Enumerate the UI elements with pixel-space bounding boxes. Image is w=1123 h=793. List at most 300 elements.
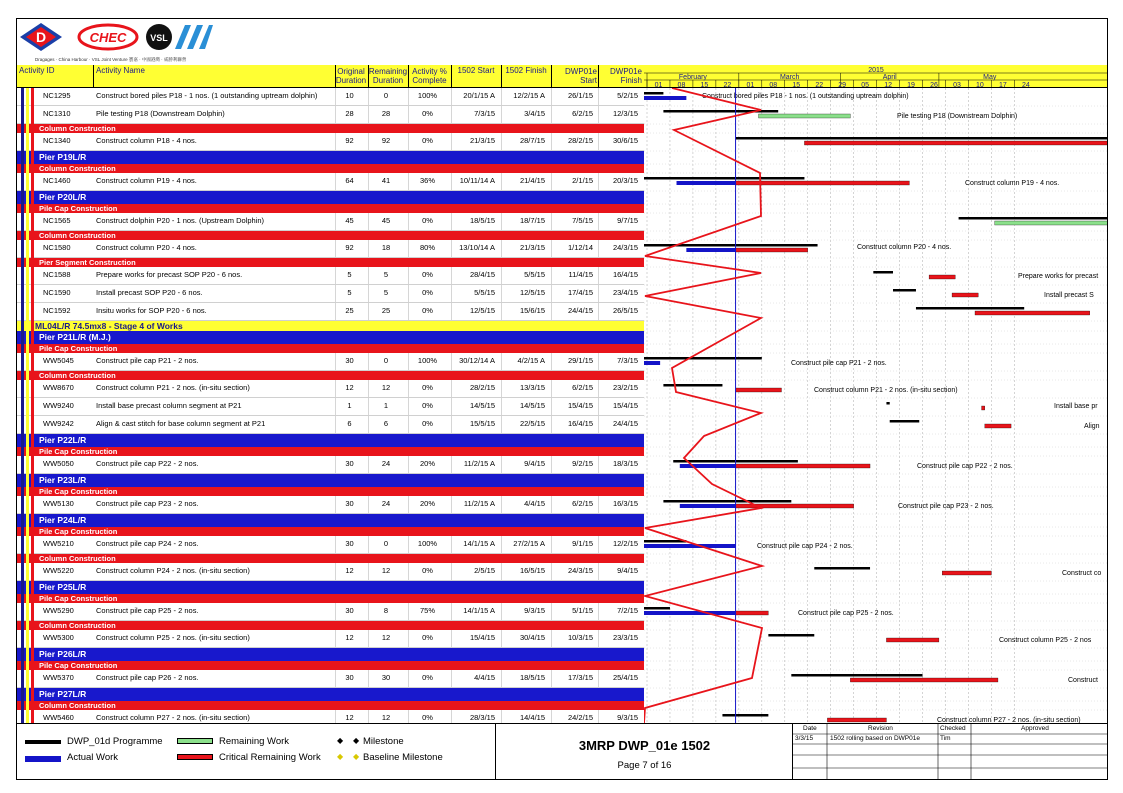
critical-remaining-bar — [736, 388, 782, 392]
dwp-finish: 12/2/15 — [612, 539, 638, 548]
dwp-finish: 9/7/15 — [617, 216, 638, 225]
finish-1502: 27/2/15 A — [513, 539, 545, 548]
percent-complete: 75% — [419, 606, 435, 615]
week-label: 22 — [815, 82, 824, 88]
group-label: Pier Segment Construction — [39, 258, 136, 267]
subgroup-band[interactable] — [17, 487, 644, 496]
activity-row[interactable] — [17, 456, 644, 474]
activity-id: WW5045 — [43, 356, 74, 365]
group-label: Column Construction — [39, 231, 116, 240]
programme-bar — [644, 244, 818, 247]
activity-id: WW9242 — [43, 419, 74, 428]
subgroup-band[interactable] — [17, 344, 644, 353]
col-orig-duration-1[interactable]: Original — [337, 67, 365, 76]
actual-work-bar — [644, 611, 736, 615]
programme-bar — [768, 634, 814, 637]
start-1502: 5/5/15 — [474, 288, 495, 297]
milestone-icon-2: ◆ — [353, 736, 360, 745]
week-label: 08 — [677, 82, 686, 88]
activity-row[interactable] — [17, 603, 644, 621]
activity-row[interactable] — [17, 240, 644, 258]
activity-row[interactable] — [17, 380, 644, 398]
pier-group-band[interactable] — [17, 688, 644, 701]
activity-row[interactable] — [17, 285, 644, 303]
activity-row[interactable] — [17, 563, 644, 581]
programme-bar — [663, 384, 722, 387]
rev-date: 3/3/15 — [795, 735, 814, 742]
subgroup-band[interactable] — [17, 204, 644, 213]
activity-name: Construct column P18 - 4 nos. — [96, 136, 197, 145]
remaining-duration: 45 — [381, 216, 391, 225]
remaining-duration: 25 — [381, 306, 391, 315]
week-label: 19 — [907, 82, 915, 88]
original-duration: 92 — [345, 136, 354, 145]
activity-id: WW5130 — [43, 499, 74, 508]
remaining-duration: 41 — [381, 176, 391, 185]
programme-bar — [893, 289, 916, 292]
activity-name: Construct pile cap P26 - 2 nos. — [96, 673, 199, 682]
original-duration: 6 — [347, 419, 352, 428]
dwp-start: 6/2/15 — [572, 499, 593, 508]
activity-row[interactable] — [17, 630, 644, 648]
dwp-start: 24/2/15 — [567, 713, 593, 722]
remaining-duration: 24 — [381, 459, 391, 468]
dwp-finish: 20/3/15 — [612, 176, 638, 185]
timescale-header — [644, 65, 1108, 88]
percent-complete: 100% — [417, 91, 438, 100]
gantt-chart — [644, 88, 1108, 723]
programme-bar — [814, 567, 870, 570]
dwp-start: 24/3/15 — [567, 566, 593, 575]
dragages-logo — [20, 23, 62, 51]
finish-1502: 16/5/15 — [519, 566, 545, 575]
bar-label: Prepare works for precast — [1018, 273, 1099, 280]
percent-complete: 20% — [419, 459, 435, 468]
start-1502: 28/2/15 — [469, 383, 495, 392]
dwp-finish: 23/2/15 — [612, 383, 638, 392]
dwp-start: 11/4/15 — [568, 270, 593, 279]
dwp-finish: 9/4/15 — [617, 566, 638, 575]
pier-group-band[interactable] — [17, 648, 644, 661]
group-label: Column Construction — [39, 124, 116, 133]
dwp-finish: 12/3/15 — [612, 109, 638, 118]
week-label: 22 — [723, 82, 732, 88]
vsl-logo — [145, 23, 213, 51]
legend-baseline-milestone-label: Baseline Milestone — [363, 752, 443, 763]
col-activity-name[interactable]: Activity Name — [96, 66, 145, 75]
dwp-finish: 26/5/15 — [612, 306, 638, 315]
original-duration: 10 — [345, 91, 354, 100]
rev-checked: Tim — [940, 735, 951, 742]
footer — [17, 723, 1108, 780]
remaining-duration: 18 — [381, 243, 391, 252]
stage-band[interactable] — [17, 321, 644, 331]
finish-1502: 9/4/15 — [524, 459, 545, 468]
percent-complete: 36% — [419, 176, 435, 185]
subgroup-band[interactable] — [17, 124, 644, 133]
original-duration: 25 — [345, 306, 354, 315]
col-pct-1[interactable]: Activity % — [412, 67, 447, 76]
activity-row[interactable] — [17, 88, 644, 106]
start-1502: 2/5/15 — [474, 566, 495, 575]
month-label: February — [678, 74, 707, 81]
month-label: March — [779, 74, 800, 81]
pier-group-band[interactable] — [17, 514, 644, 527]
col-dwp-start-1[interactable]: DWP01e — [564, 67, 597, 76]
activity-id: NC1588 — [43, 270, 71, 279]
col-dwp-finish-2: Finish — [620, 76, 642, 85]
subgroup-band[interactable] — [17, 661, 644, 670]
pier-group-band[interactable] — [17, 474, 644, 487]
finish-1502: 12/2/15 A — [513, 91, 545, 100]
week-label: 05 — [861, 82, 870, 88]
programme-bar — [644, 607, 670, 610]
activity-name: Construct pile cap P25 - 2 nos. — [96, 606, 199, 615]
remaining-duration: 12 — [381, 633, 391, 642]
start-1502: 28/4/15 — [469, 270, 495, 279]
start-1502: 12/5/15 — [469, 306, 495, 315]
col-pct-2: Complete — [412, 76, 447, 85]
subgroup-band[interactable] — [17, 231, 644, 240]
activity-row[interactable] — [17, 303, 644, 321]
group-label: Pile Cap Construction — [39, 447, 118, 456]
activity-id: NC1310 — [43, 109, 71, 118]
bar-label: Align — [1084, 423, 1100, 430]
rev-header-date: Date — [803, 725, 817, 732]
remaining-duration: 0 — [383, 539, 389, 548]
critical-remaining-bar — [850, 678, 998, 682]
percent-complete: 0% — [422, 109, 433, 118]
original-duration: 30 — [345, 459, 354, 468]
start-1502: 13/10/14 A — [459, 243, 495, 252]
outline-level-stripe — [26, 88, 29, 723]
actual-work-bar — [644, 96, 686, 100]
revision-table — [792, 724, 1108, 780]
percent-complete: 0% — [422, 288, 433, 297]
dwp-start: 2/1/15 — [572, 176, 593, 185]
percent-complete: 0% — [422, 633, 433, 642]
original-duration: 45 — [345, 216, 354, 225]
group-label: Pier P20L/R — [39, 192, 87, 202]
activity-name: Construct column P20 - 4 nos. — [96, 243, 197, 252]
activity-id: NC1565 — [43, 216, 71, 225]
start-1502: 15/5/15 — [469, 419, 495, 428]
dwp-finish: 16/4/15 — [612, 270, 638, 279]
week-label: 08 — [769, 82, 778, 88]
dwp-finish: 7/2/15 — [617, 606, 638, 615]
dwp-finish: 25/4/15 — [612, 673, 638, 682]
activity-name: Construct pile cap P23 - 2 nos. — [96, 499, 199, 508]
start-1502: 14/1/15 A — [463, 539, 495, 548]
month-label: May — [983, 74, 997, 81]
week-label: 01 — [654, 82, 663, 88]
legend-actual-swatch — [25, 756, 61, 762]
subgroup-band[interactable] — [17, 527, 644, 536]
bar-label: Construct pile cap P24 - 2 nos. — [757, 543, 853, 550]
original-duration: 5 — [347, 270, 352, 279]
dwp-start: 9/1/15 — [572, 539, 593, 548]
activity-row[interactable] — [17, 496, 644, 514]
activity-name: Pile testing P18 (Downstream Dolphin) — [96, 109, 225, 118]
activity-name: Align & cast stitch for base column segment at P21 — [96, 419, 266, 428]
percent-complete: 0% — [422, 713, 433, 722]
programme-bar — [736, 137, 1108, 140]
bar-label: Construct pile cap P25 - 2 nos. — [798, 610, 894, 617]
activity-name: Construct pile cap P21 - 2 nos. — [96, 356, 199, 365]
original-duration: 12 — [345, 713, 354, 722]
group-label: Pier P23L/R — [39, 475, 87, 485]
legend-remaining-swatch — [177, 738, 213, 744]
baseline-milestone-icon: ◆ — [337, 752, 344, 761]
original-duration: 30 — [345, 499, 354, 508]
chec-logo — [77, 23, 139, 51]
activity-id: NC1460 — [43, 176, 71, 185]
programme-bar — [873, 271, 893, 274]
original-duration: 30 — [345, 356, 354, 365]
percent-complete: 0% — [422, 566, 433, 575]
critical-remaining-bar — [942, 571, 991, 575]
finish-1502: 18/5/15 — [519, 673, 545, 682]
activity-row[interactable] — [17, 133, 644, 151]
activity-name: Construct pile cap P22 - 2 nos. — [96, 459, 199, 468]
group-label: Pile Cap Construction — [39, 527, 118, 536]
week-label: 10 — [976, 82, 984, 88]
original-duration: 30 — [345, 539, 354, 548]
legend-actual-label: Actual Work — [67, 752, 119, 763]
subgroup-band[interactable] — [17, 447, 644, 456]
week-label: 03 — [953, 82, 961, 88]
group-label: Pier P26L/R — [39, 649, 87, 659]
actual-work-bar — [677, 181, 736, 185]
group-label: Column Construction — [39, 164, 116, 173]
activity-id: WW5290 — [43, 606, 74, 615]
original-duration: 12 — [345, 566, 354, 575]
finish-1502: 22/5/15 — [519, 419, 545, 428]
legend-critical-label: Critical Remaining Work — [219, 752, 321, 763]
dwp-finish: 24/3/15 — [612, 243, 638, 252]
group-label: Pier P19L/R — [39, 152, 87, 162]
start-1502: 7/3/15 — [474, 109, 495, 118]
group-label: Pile Cap Construction — [39, 204, 118, 213]
week-label: 17 — [999, 82, 1007, 88]
activity-id: WW5210 — [43, 539, 74, 548]
bar-label: Construct pile cap P23 - 2 nos. — [898, 503, 994, 510]
col-rem-duration-1[interactable]: Remaining — [368, 67, 408, 76]
remaining-work-bar — [759, 114, 851, 118]
programme-bar — [644, 357, 762, 360]
col-1502-finish[interactable]: 1502 Finish — [505, 66, 547, 75]
activity-row[interactable] — [17, 353, 644, 371]
critical-remaining-bar — [886, 638, 938, 642]
activity-id: WW9240 — [43, 401, 74, 410]
remaining-duration: 28 — [381, 109, 391, 118]
finish-1502: 14/4/15 — [519, 713, 545, 722]
col-dwp-start-2: Start — [580, 76, 597, 85]
pier-group-band[interactable] — [17, 581, 644, 594]
start-1502: 14/1/15 A — [463, 606, 495, 615]
subgroup-band[interactable] — [17, 621, 644, 630]
original-duration: 92 — [345, 243, 354, 252]
col-activity-id[interactable]: Activity ID — [19, 66, 55, 75]
finish-1502: 3/4/15 — [524, 109, 545, 118]
original-duration: 5 — [347, 288, 352, 297]
percent-complete: 80% — [419, 243, 435, 252]
start-1502: 4/4/15 — [474, 673, 495, 682]
percent-complete: 0% — [422, 673, 433, 682]
bar-label: Pile testing P18 (Downstream Dolphin) — [897, 113, 1018, 120]
gantt-page — [16, 18, 1108, 780]
programme-bar — [791, 674, 922, 677]
activity-name: Construct column P25 - 2 nos. (in-situ section) — [96, 633, 250, 642]
remaining-duration: 0 — [383, 356, 389, 365]
subgroup-band[interactable] — [17, 258, 644, 267]
start-1502: 20/1/15 A — [463, 91, 495, 100]
legend-programme-label: DWP_01d Programme — [67, 736, 163, 747]
activity-id: WW8670 — [43, 383, 74, 392]
activity-row[interactable] — [17, 173, 644, 191]
activity-row[interactable] — [17, 710, 644, 723]
rev-header-approved: Approved — [1021, 725, 1049, 732]
finish-1502: 18/7/15 — [519, 216, 545, 225]
dwp-start: 1/12/14 — [567, 243, 593, 252]
remaining-duration: 12 — [381, 713, 391, 722]
activity-name: Construct bored piles P18 - 1 nos. (1 outstanding uptream dolphin) — [96, 91, 318, 100]
page-number: Page 7 of 16 — [617, 760, 672, 771]
critical-remaining-bar — [736, 611, 769, 615]
critical-remaining-bar — [804, 141, 1108, 145]
percent-complete: 0% — [422, 306, 433, 315]
subgroup-band[interactable] — [17, 371, 644, 380]
critical-remaining-bar — [736, 464, 870, 468]
dwp-finish: 23/4/15 — [612, 288, 638, 297]
dwp-start: 10/3/15 — [567, 633, 593, 642]
dwp-finish: 7/3/15 — [617, 356, 638, 365]
activity-row[interactable] — [17, 267, 644, 285]
activity-id: WW5220 — [43, 566, 74, 575]
week-label: 15 — [700, 82, 709, 88]
actual-work-bar — [686, 248, 735, 252]
col-1502-start[interactable]: 1502 Start — [457, 66, 495, 75]
svg-text:D: D — [35, 29, 47, 45]
remaining-duration: 1 — [383, 401, 389, 410]
original-duration: 12 — [345, 383, 354, 392]
subgroup-band[interactable] — [17, 594, 644, 603]
start-1502: 30/12/14 A — [459, 356, 495, 365]
activity-table — [17, 88, 644, 723]
activity-name: Construct column P24 - 2 nos. (in-situ section) — [96, 566, 250, 575]
activity-name: Construct column P27 - 2 nos. (in-situ section) — [96, 713, 250, 722]
remaining-duration: 0 — [383, 91, 389, 100]
critical-remaining-bar — [982, 406, 985, 410]
remaining-duration: 92 — [381, 136, 391, 145]
group-label: Pier P22L/R — [39, 435, 87, 445]
dwp-start: 17/3/15 — [567, 673, 593, 682]
dwp-start: 24/4/15 — [567, 306, 593, 315]
subgroup-band[interactable] — [17, 164, 644, 173]
legend-milestone-label: Milestone — [363, 736, 404, 747]
programme-bar — [644, 540, 686, 543]
actual-work-bar — [644, 361, 660, 365]
week-label: 29 — [838, 82, 847, 88]
pier-group-band[interactable] — [17, 151, 644, 164]
activity-id: WW5370 — [43, 673, 74, 682]
finish-1502: 15/6/15 — [519, 306, 545, 315]
activity-row[interactable] — [17, 670, 644, 688]
percent-complete: 0% — [422, 383, 433, 392]
start-1502: 11/2/15 A — [463, 499, 495, 508]
group-label: Column Construction — [39, 621, 116, 630]
col-dwp-finish-1[interactable]: DWP01e — [609, 67, 642, 76]
start-1502: 21/3/15 — [469, 136, 495, 145]
outline-level-stripe — [21, 88, 24, 723]
activity-row[interactable] — [17, 398, 644, 416]
activity-name: Construct column P21 - 2 nos. (in-situ section) — [96, 383, 250, 392]
critical-remaining-bar — [827, 718, 886, 722]
remaining-duration: 6 — [383, 419, 389, 428]
activity-row[interactable] — [17, 416, 644, 434]
finish-1502: 9/3/15 — [524, 606, 545, 615]
programme-bar — [890, 420, 920, 423]
activity-row[interactable] — [17, 213, 644, 231]
col-rem-duration-2: Duration — [372, 76, 404, 85]
activity-name: Insitu works for SOP P20 - 6 nos. — [96, 306, 207, 315]
svg-text:CHEC: CHEC — [89, 30, 127, 45]
activity-id: NC1580 — [43, 243, 71, 252]
activity-row[interactable] — [17, 106, 644, 124]
original-duration: 30 — [345, 673, 354, 682]
document-title: 3MRP DWP_01e 1502 — [578, 738, 711, 753]
dwp-finish: 15/4/15 — [612, 401, 638, 410]
dwp-start: 6/2/15 — [572, 109, 593, 118]
group-label: Column Construction — [39, 554, 116, 563]
activity-id: NC1592 — [43, 306, 71, 315]
pier-group-band[interactable] — [17, 331, 644, 344]
actual-work-bar — [680, 504, 736, 508]
finish-1502: 30/4/15 — [519, 633, 545, 642]
activity-id: WW5300 — [43, 633, 74, 642]
joint-venture-caption: Dragages · China Harbour · VSL Joint Venture 寶嘉 · 中國港灣 · 威勝利聯營 — [35, 57, 187, 62]
dwp-start: 15/4/15 — [567, 401, 593, 410]
week-label: 26 — [930, 82, 938, 88]
bar-label: Construct column P27 - 2 nos. (in-situ section) — [937, 717, 1081, 723]
bar-label: Construct column P19 - 4 nos. — [965, 180, 1060, 187]
activity-id: WW5460 — [43, 713, 74, 722]
activity-name: Prepare works for precast SOP P20 - 6 nos. — [96, 270, 243, 279]
subgroup-band[interactable] — [17, 554, 644, 563]
dwp-finish: 5/2/15 — [617, 91, 638, 100]
rev-header-checked: Checked — [940, 725, 966, 732]
finish-1502: 14/5/15 — [519, 401, 545, 410]
col-orig-duration-2: Duration — [335, 76, 367, 85]
group-label: Pile Cap Construction — [39, 594, 118, 603]
dwp-start: 29/1/15 — [567, 356, 593, 365]
finish-1502: 21/3/15 — [519, 243, 545, 252]
remaining-duration: 8 — [383, 606, 389, 615]
pier-group-band[interactable] — [17, 434, 644, 447]
critical-remaining-bar — [736, 181, 910, 185]
pier-group-band[interactable] — [17, 191, 644, 204]
bar-label: Construct column P20 - 4 nos. — [857, 244, 952, 251]
legend-programme-swatch — [25, 740, 61, 744]
dwp-start: 9/2/15 — [572, 459, 593, 468]
critical-remaining-bar — [952, 293, 978, 297]
remaining-duration: 12 — [381, 566, 391, 575]
group-label: Column Construction — [39, 701, 116, 710]
activity-row[interactable] — [17, 536, 644, 554]
original-duration: 64 — [345, 176, 354, 185]
subgroup-band[interactable] — [17, 701, 644, 710]
month-label: April — [882, 74, 897, 81]
